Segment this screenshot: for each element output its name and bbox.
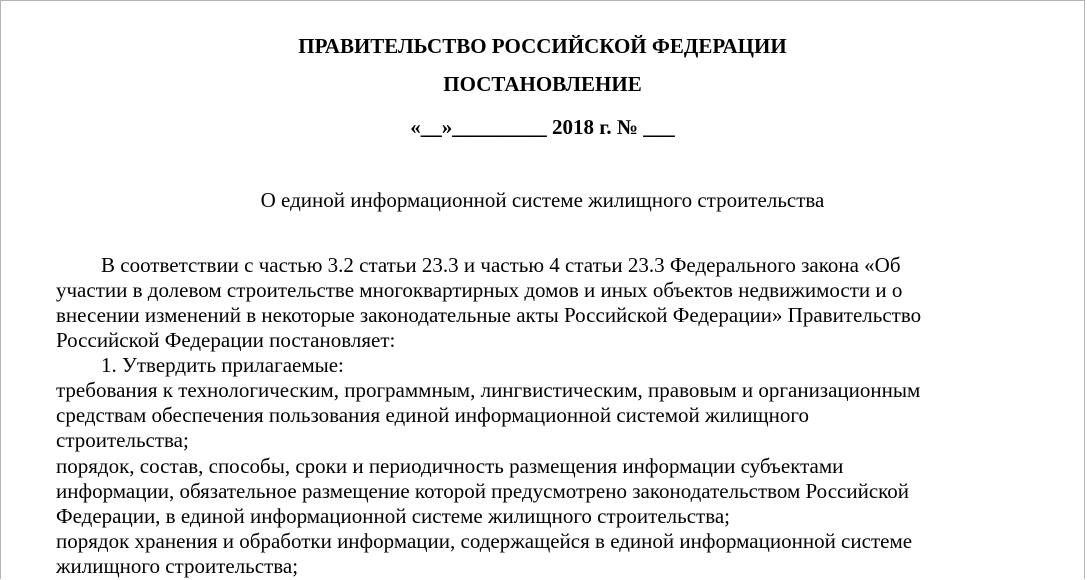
- document-subject: О единой информационной системе жилищного строительства: [260, 188, 825, 212]
- paragraph-line: Российской Федерации постановляет:: [56, 328, 396, 352]
- paragraph-line: 1. Утвердить прилагаемые:: [101, 353, 344, 377]
- paragraph-line: жилищного строительства;: [56, 554, 299, 578]
- paragraph-line: информации, обязательное размещение которой предусмотрено законодательством Российской: [56, 479, 910, 503]
- paragraph-line: порядок хранения и обработки информации, содержащейся в единой информационной системе: [56, 529, 913, 553]
- paragraph-line: строительства;: [56, 428, 189, 452]
- date-number-line: «__»_________ 2018 г. № ___: [410, 115, 675, 139]
- paragraph-line: В соответствии с частью 3.2 статьи 23.3 и частью 4 статьи 23.3 Федерального закона «Об: [101, 253, 901, 277]
- paragraph-line: порядок, состав, способы, сроки и периодичность размещения информации субъектами: [56, 454, 844, 478]
- paragraph-line: участии в долевом строительстве многоквартирных домов и иных объектов недвижимости и о: [56, 278, 903, 302]
- document-type-heading: ПОСТАНОВЛЕНИЕ: [443, 72, 642, 96]
- paragraph-line: средствам обеспечения пользования единой информационной системой жилищного: [56, 403, 809, 427]
- paragraph-line: внесении изменений в некоторые законодательные акты Российской Федерации» Правительство: [56, 303, 922, 327]
- paragraph-line: требования к технологическим, программным, лингвистическим, правовым и организационным: [56, 378, 921, 402]
- government-heading: ПРАВИТЕЛЬСТВО РОССИЙСКОЙ ФЕДЕРАЦИИ: [298, 34, 787, 58]
- paragraph-line: Федерации, в единой информационной системе жилищного строительства;: [56, 504, 730, 528]
